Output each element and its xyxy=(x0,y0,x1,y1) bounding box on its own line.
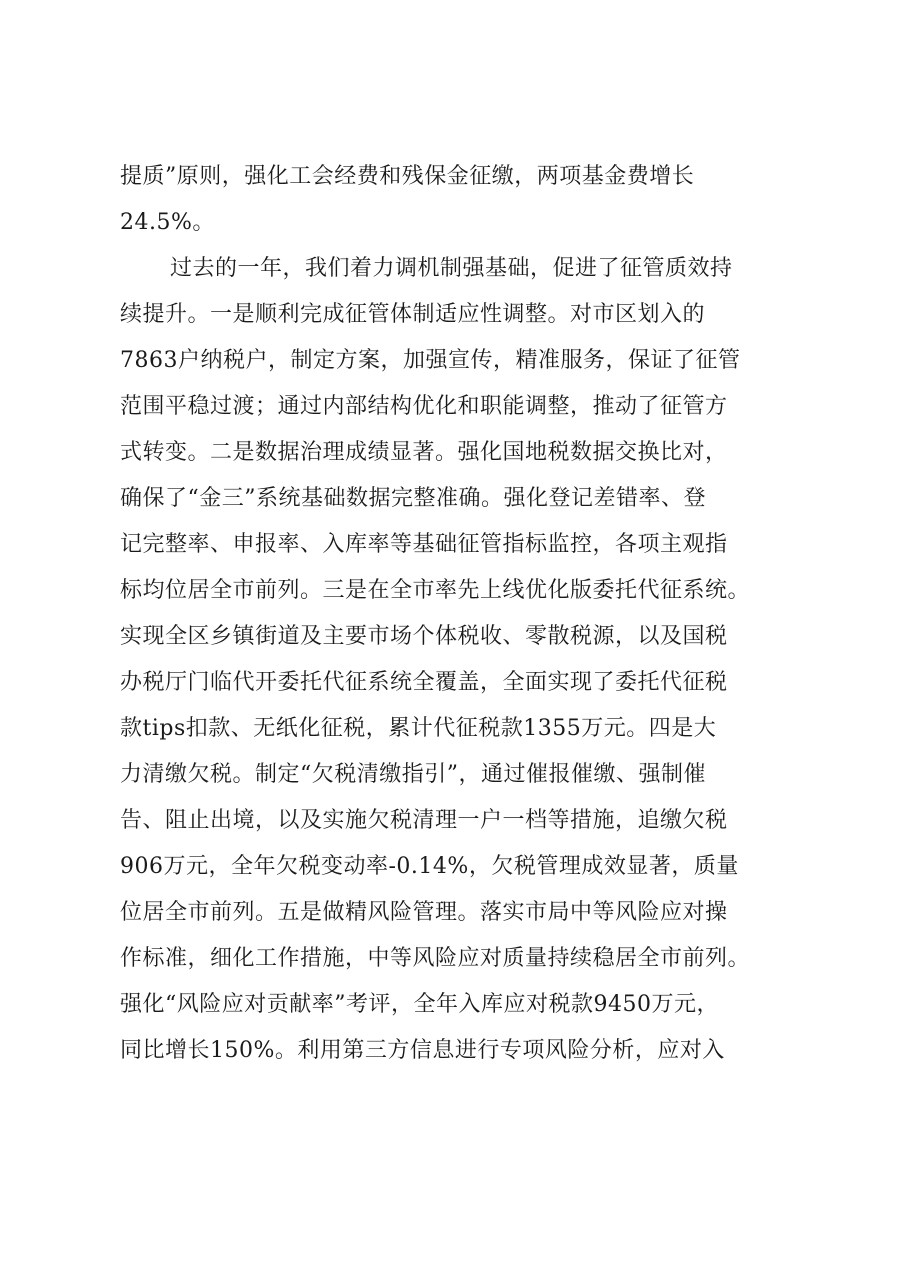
text-line: 提质”原则，强化工会经费和残保金征缴，两项基金费增长 xyxy=(120,164,695,189)
text-line: 强化“风险应对贡献率”考评，全年入库应对税款9450万元， xyxy=(120,992,719,1017)
text-line: 906万元，全年欠税变动率-0.14%，欠税管理成效显著，质量 xyxy=(120,854,739,879)
text-line: 范围平稳过渡；通过内部结构优化和职能调整，推动了征管方 xyxy=(120,394,728,419)
text-line: 式转变。二是数据治理成绩显著。强化国地税数据交换比对， xyxy=(120,440,728,465)
paragraph-start-line: 过去的一年，我们着力调机制强基础，促进了征管质效持 xyxy=(170,256,733,281)
body-text xyxy=(120,154,810,1074)
text-line: 告、阻止出境，以及实施欠税清理一户一档等措施，追缴欠税 xyxy=(120,808,728,833)
text-line: 作标准，细化工作措施，中等风险应对质量持续稳居全市前列。 xyxy=(120,946,751,971)
text-line: 记完整率、申报率、入库率等基础征管指标监控，各项主观指 xyxy=(120,532,728,557)
text-line: 24.5%。 xyxy=(120,210,215,235)
text-line: 同比增长150%。利用第三方信息进行专项风险分析，应对入 xyxy=(120,1038,725,1063)
text-line: 确保了“金三”系统基础数据完整准确。强化登记差错率、登 xyxy=(120,486,706,511)
text-line: 力清缴欠税。制定“欠税清缴指引”，通过催报催缴、强制催 xyxy=(120,762,706,787)
text-line: 7863户纳税户，制定方案，加强宣传，精准服务，保证了征管 xyxy=(120,348,741,373)
text-line: 办税厅门临代开委托代征系统全覆盖，全面实现了委托代征税 xyxy=(120,670,728,695)
text-line: 位居全市前列。五是做精风险管理。落实市局中等风险应对操 xyxy=(120,900,728,925)
text-line: 款tips扣款、无纸化征税，累计代征税款1355万元。四是大 xyxy=(120,716,717,741)
text-line: 标均位居全市前列。三是在全市率先上线优化版委托代征系统。 xyxy=(120,578,751,603)
text-line: 实现全区乡镇街道及主要市场个体税收、零散税源，以及国税 xyxy=(120,624,728,649)
text-line: 续提升。一是顺利完成征管体制适应性调整。对市区划入的 xyxy=(120,302,706,327)
